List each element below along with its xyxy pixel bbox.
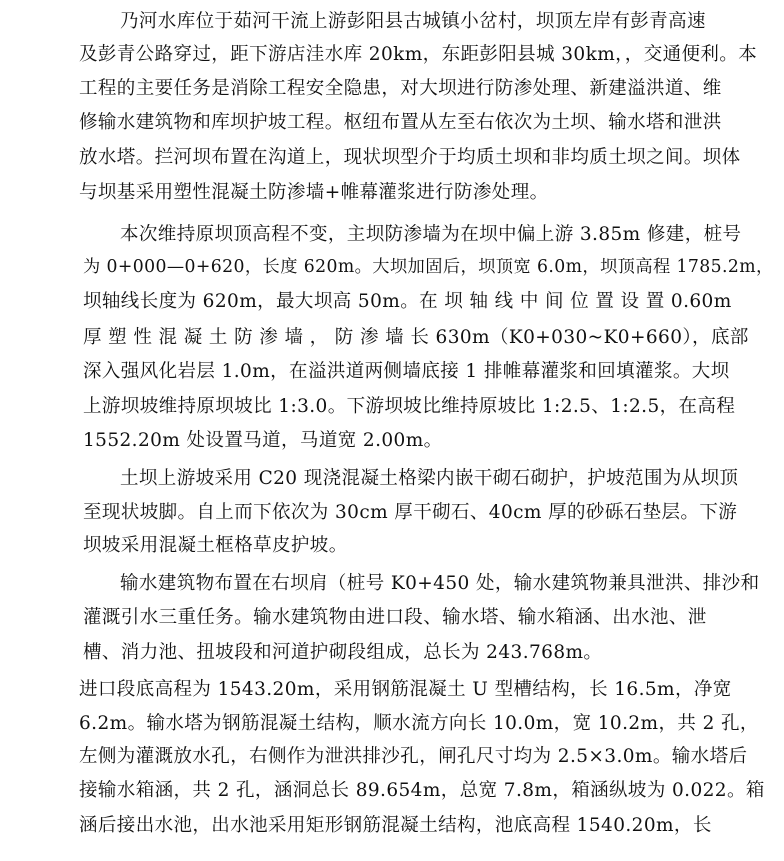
paragraph-4-line-3: 槽、消力池、扭坡段和河道护砌段组成，总长为 243.768m。 (83, 642, 603, 663)
paragraph-1-line-6: 与坝基采用塑性混凝土防渗墙+帷幕灌浆进行防渗处理。 (79, 182, 549, 203)
paragraph-2-line-3: 坝轴线长度为 620m，最大坝高 50m。在 坝 轴 线 中 间 位 置 设 置 0.60m (83, 291, 732, 312)
paragraph-5-line-5: 涵后接出水池，出水池采用矩形钢筋混凝土结构，池底高程 1540.20m，长 (79, 815, 712, 836)
paragraph-5-line-3: 左侧为灌溉放水孔，右侧作为泄洪排沙孔，闸孔尺寸均为 2.5×3.0m。输水塔后 (79, 746, 748, 767)
paragraph-1-line-3: 工程的主要任务是消除工程安全隐患，对大坝进行防渗处理、新建溢洪道、维 (79, 78, 722, 99)
paragraph-2-line-4: 厚 塑 性 混 凝 土 防 渗 墙 ， 防 渗 墙 长 630m（K0+030~K0+660），底部 (83, 327, 749, 348)
paragraph-5-line-2: 6.2m。输水塔为钢筋混凝土结构，顺水流方向长 10.0m，宽 10.2m，共 2 孔， (79, 713, 759, 734)
paragraph-2-line-7: 1552.20m 处设置马道，马道宽 2.00m。 (83, 430, 443, 451)
paragraph-5-line-1: 进口段底高程为 1543.20m，采用钢筋混凝土 U 型槽结构，长 16.5m，净宽 (79, 679, 732, 700)
paragraph-3-line-3: 坝坡采用混凝土框格草皮护坡。 (83, 535, 348, 556)
paragraph-1-line-2: 及彭青公路穿过，距下游店洼水库 20km，东距彭阳县城 30km，，交通便利。本 (79, 44, 758, 65)
paragraph-4-line-1: 输水建筑物布置在右坝肩（桩号 K0+450 处，输水建筑物兼具泄洪、排沙和 (120, 573, 760, 594)
paragraph-5-line-4: 接输水箱涵，共 2 孔，涵洞总长 89.654m，总宽 7.8m，箱涵纵坡为 0.022。箱 (79, 780, 765, 801)
paragraph-1-line-5: 放水塔。拦河坝布置在沟道上，现状坝型介于均质土坝和非均质土坝之间。坝体 (79, 147, 741, 168)
paragraph-2-line-5: 深入强风化岩层 1.0m，在溢洪道两侧墙底接 1 排帷幕灌浆和回填灌浆。大坝 (83, 361, 730, 382)
paragraph-3-line-1: 土坝上游坡采用 C20 现浇混凝土格梁内嵌干砌石砌护，护坡范围为从坝顶 (120, 468, 739, 489)
paragraph-4-line-2: 灌溉引水三重任务。输水建筑物由进口段、输水塔、输水箱涵、出水池、泄 (83, 607, 707, 628)
paragraph-3-line-2: 至现状坡脚。自上而下依次为 30cm 厚干砌石、40cm 厚的砂砾石垫层。下游 (83, 502, 738, 523)
paragraph-2-line-2: 为 0+000—0+620，长度 620m。大坝加固后，坝顶宽 6.0m，坝顶高程 1785.2m， (83, 257, 774, 277)
paragraph-1-line-1: 乃河水库位于茹河干流上游彭阳县古城镇小岔村，坝顶左岸有彭青高速 (120, 11, 706, 32)
paragraph-2-line-1: 本次维持原坝顶高程不变，主坝防渗墙为在坝中偏上游 3.85m 修建，桩号 (120, 224, 742, 245)
paragraph-1-line-4: 修输水建筑物和库坝护坡工程。枢纽布置从左至右依次为土坝、输水塔和泄洪 (79, 112, 722, 133)
paragraph-2-line-6: 上游坝坡维持原坝坡比 1:3.0。下游坝坡比维持原坡比 1:2.5、1:2.5，在高程 (83, 396, 736, 417)
